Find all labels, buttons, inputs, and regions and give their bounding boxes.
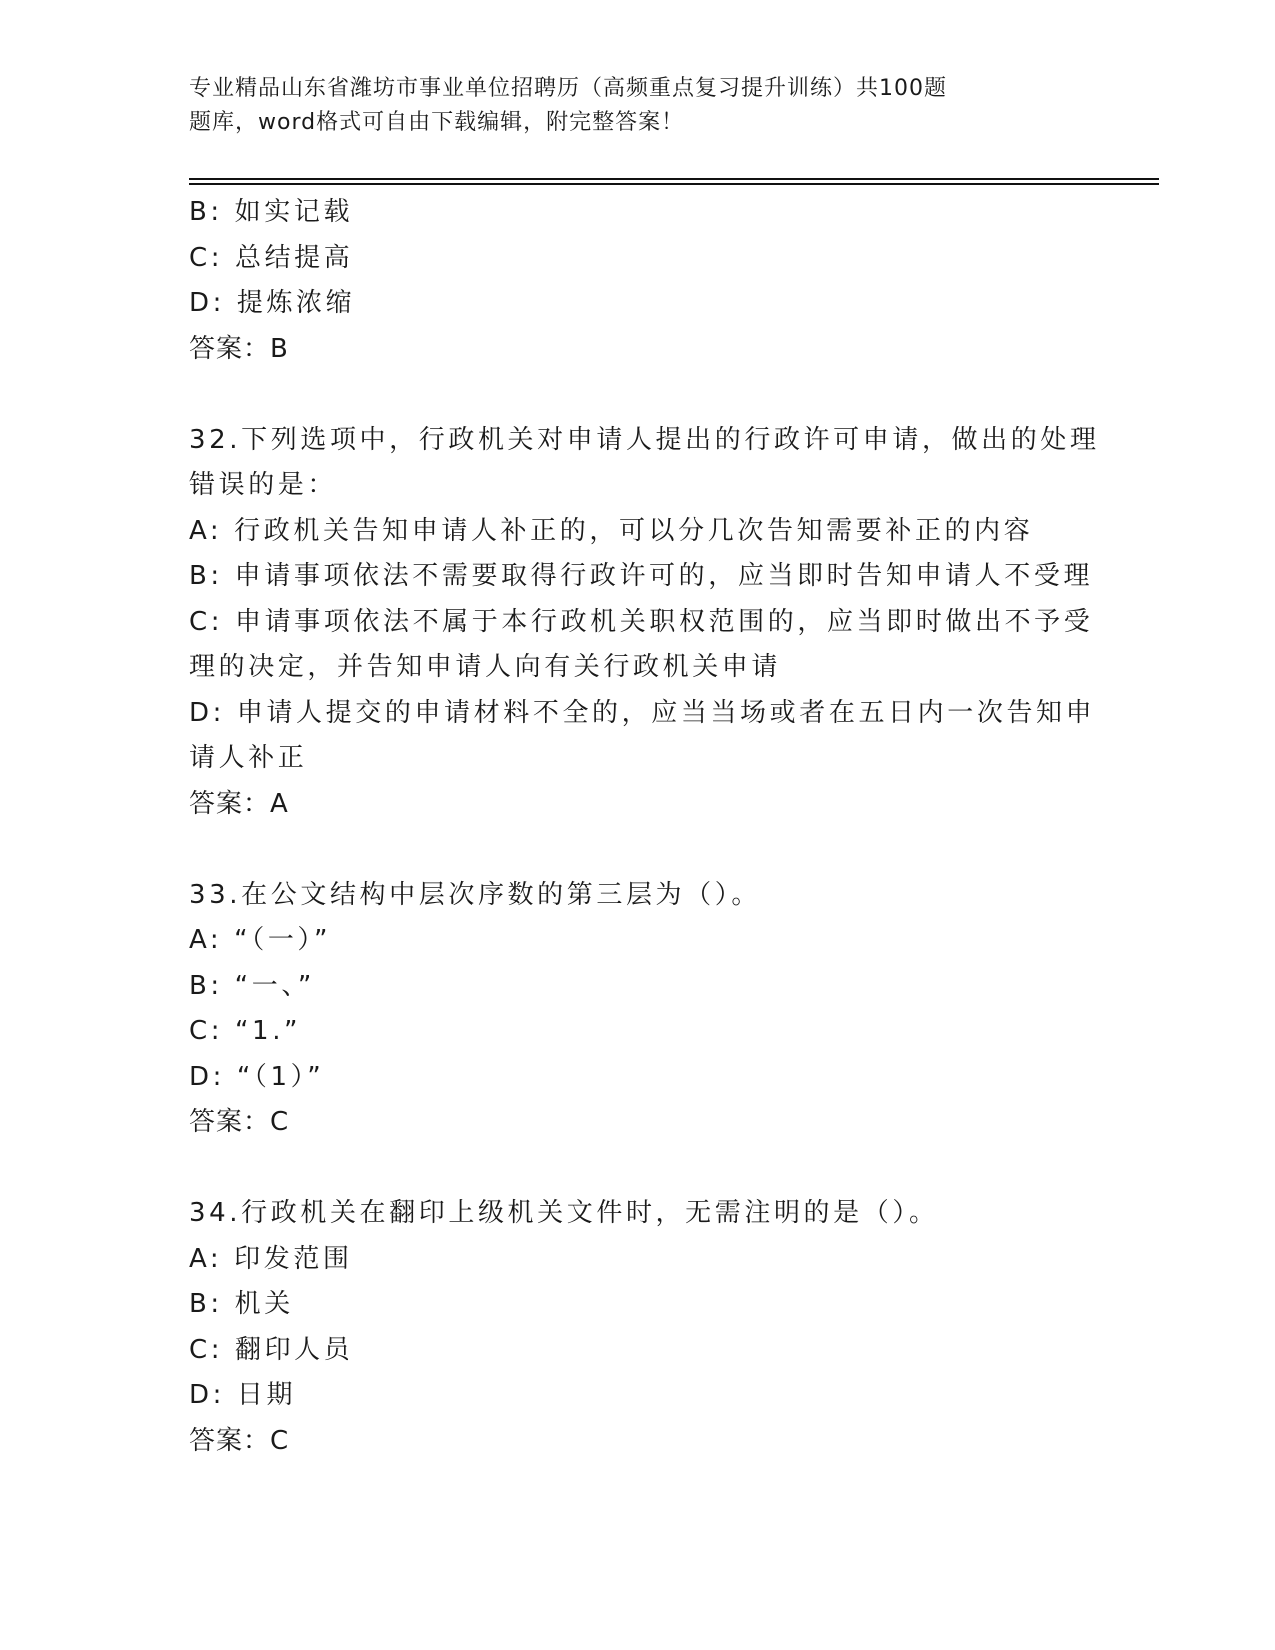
spacer: [189, 1146, 1089, 1192]
option-d: D: “（1）”: [189, 1061, 325, 1092]
option-a: A: “（一）”: [189, 925, 332, 955]
option-d: D: 提炼浓缩: [189, 288, 356, 318]
option-c: C: “1.”: [189, 1016, 302, 1046]
question-stem-cont: 错误的是：: [189, 470, 338, 500]
option-b: B: 如实记载: [189, 197, 354, 227]
spacer: [189, 372, 1089, 418]
option-d: D: 日期: [189, 1380, 297, 1410]
option-a: A: 印发范围: [189, 1243, 353, 1274]
option-b: B: 机关: [189, 1289, 294, 1319]
answer-line: 答案：C: [189, 1425, 290, 1456]
option-c-cont: 理的决定，并告知申请人向有关行政机关申请: [189, 652, 782, 682]
option-b: B: 申请事项依法不需要取得行政许可的，应当即时告知申请人不受理: [189, 561, 1094, 591]
option-c: C: 翻印人员: [189, 1334, 354, 1365]
option-d-cont: 请人补正: [189, 743, 308, 773]
answer-line: 答案：C: [189, 1107, 290, 1137]
option-c: C: 总结提高: [189, 242, 354, 273]
answer-line: 答案：B: [189, 333, 289, 364]
spacer: [189, 827, 1089, 873]
option-a: A: 行政机关告知申请人补正的，可以分几次告知需要补正的内容: [189, 515, 1034, 546]
header-line-1: 专业精品山东省潍坊市事业单位招聘历（高频重点复习提升训练）共100题: [189, 76, 947, 101]
header-line-2: 题库，word格式可自由下载编辑，附完整答案！: [189, 110, 685, 135]
question-32: [189, 418, 1100, 828]
question-31-tail: [189, 190, 1089, 372]
option-b: B: “一、”: [189, 970, 316, 1001]
document-header: [189, 72, 1049, 140]
option-c: C: 申请事项依法不属于本行政机关职权范围的，应当即时做出不予受: [189, 606, 1094, 637]
question-stem: 34.行政机关在翻印上级机关文件时，无需注明的是（）。: [189, 1198, 939, 1228]
question-34: [189, 1191, 1089, 1464]
option-d: D: 申请人提交的申请材料不全的，应当当场或者在五日内一次告知申: [189, 697, 1096, 728]
document-body: [189, 190, 1100, 1464]
answer-line: 答案：A: [189, 788, 289, 819]
header-divider-bottom: [189, 183, 1159, 185]
question-33: [189, 873, 1089, 1146]
question-stem: 33.在公文结构中层次序数的第三层为（）。: [189, 879, 761, 910]
header-divider-top: [189, 178, 1159, 180]
question-stem: 32.下列选项中，行政机关对申请人提出的行政许可申请，做出的处理: [189, 424, 1100, 455]
